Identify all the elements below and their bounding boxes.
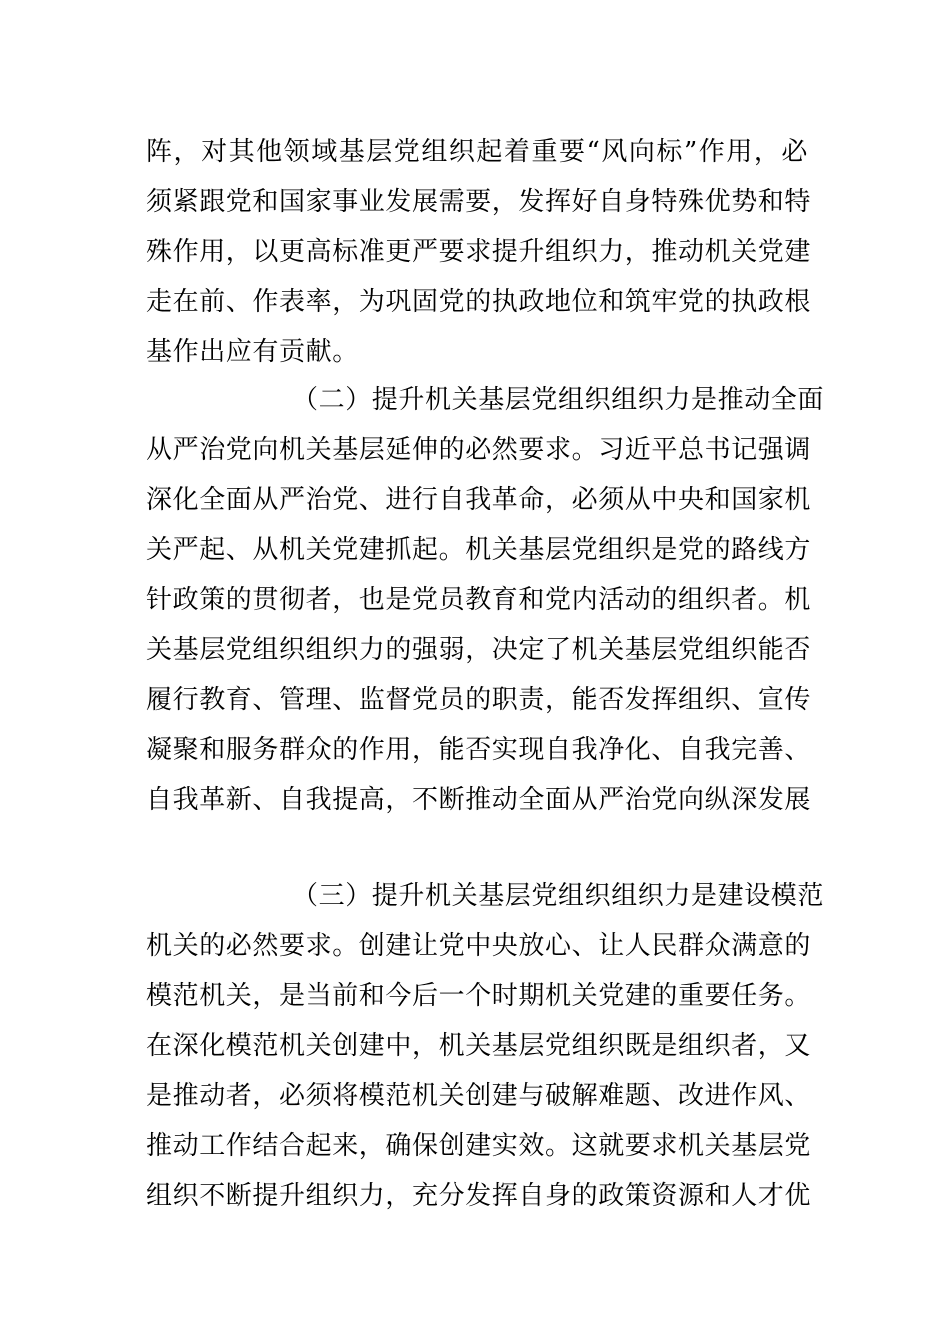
paragraph-heading-line: （二）提升机关基层党组织组织力是推动全面 <box>292 385 825 415</box>
text-line: 关基层党组织组织力的强弱，决定了机关基层党组织能否 <box>146 635 812 665</box>
text-line: 是推动者，必须将模范机关创建与破解难题、改进作风、 <box>146 1081 812 1111</box>
text-line: 深化全面从严治党、进行自我革命，必须从中央和国家机 <box>146 485 812 515</box>
paragraph-heading-line: （三）提升机关基层党组织组织力是建设模范 <box>292 881 825 911</box>
text-line: 针政策的贯彻者，也是党员教育和党内活动的组织者。机 <box>146 585 812 615</box>
text-line: 在深化模范机关创建中，机关基层党组织既是组织者，又 <box>146 1031 812 1061</box>
text-line: 自我革新、自我提高，不断推动全面从严治党向纵深发展 <box>146 785 812 815</box>
text-line: 阵，对其他领域基层党组织起着重要“风向标”作用，必 <box>146 137 808 167</box>
text-line: 须紧跟党和国家事业发展需要，发挥好自身特殊优势和特 <box>146 187 812 217</box>
text-line: 机关的必然要求。创建让党中央放心、让人民群众满意的 <box>146 931 812 961</box>
text-line: 从严治党向机关基层延伸的必然要求。习近平总书记强调 <box>146 435 812 465</box>
text-line: 关严起、从机关党建抓起。机关基层党组织是党的路线方 <box>146 535 812 565</box>
text-line: 基作出应有贡献。 <box>146 337 359 367</box>
text-line: 组织不断提升组织力，充分发挥自身的政策资源和人才优 <box>146 1181 812 1211</box>
text-line: 走在前、作表率，为巩固党的执政地位和筑牢党的执政根 <box>146 287 812 317</box>
text-line: 推动工作结合起来，确保创建实效。这就要求机关基层党 <box>146 1131 812 1161</box>
text-line: 殊作用，以更高标准更严要求提升组织力，推动机关党建 <box>146 237 812 267</box>
text-line: 凝聚和服务群众的作用，能否实现自我净化、自我完善、 <box>146 735 812 765</box>
text-line: 履行教育、管理、监督党员的职责，能否发挥组织、宣传 <box>146 685 812 715</box>
text-line: 模范机关，是当前和今后一个时期机关党建的重要任务。 <box>146 981 812 1011</box>
